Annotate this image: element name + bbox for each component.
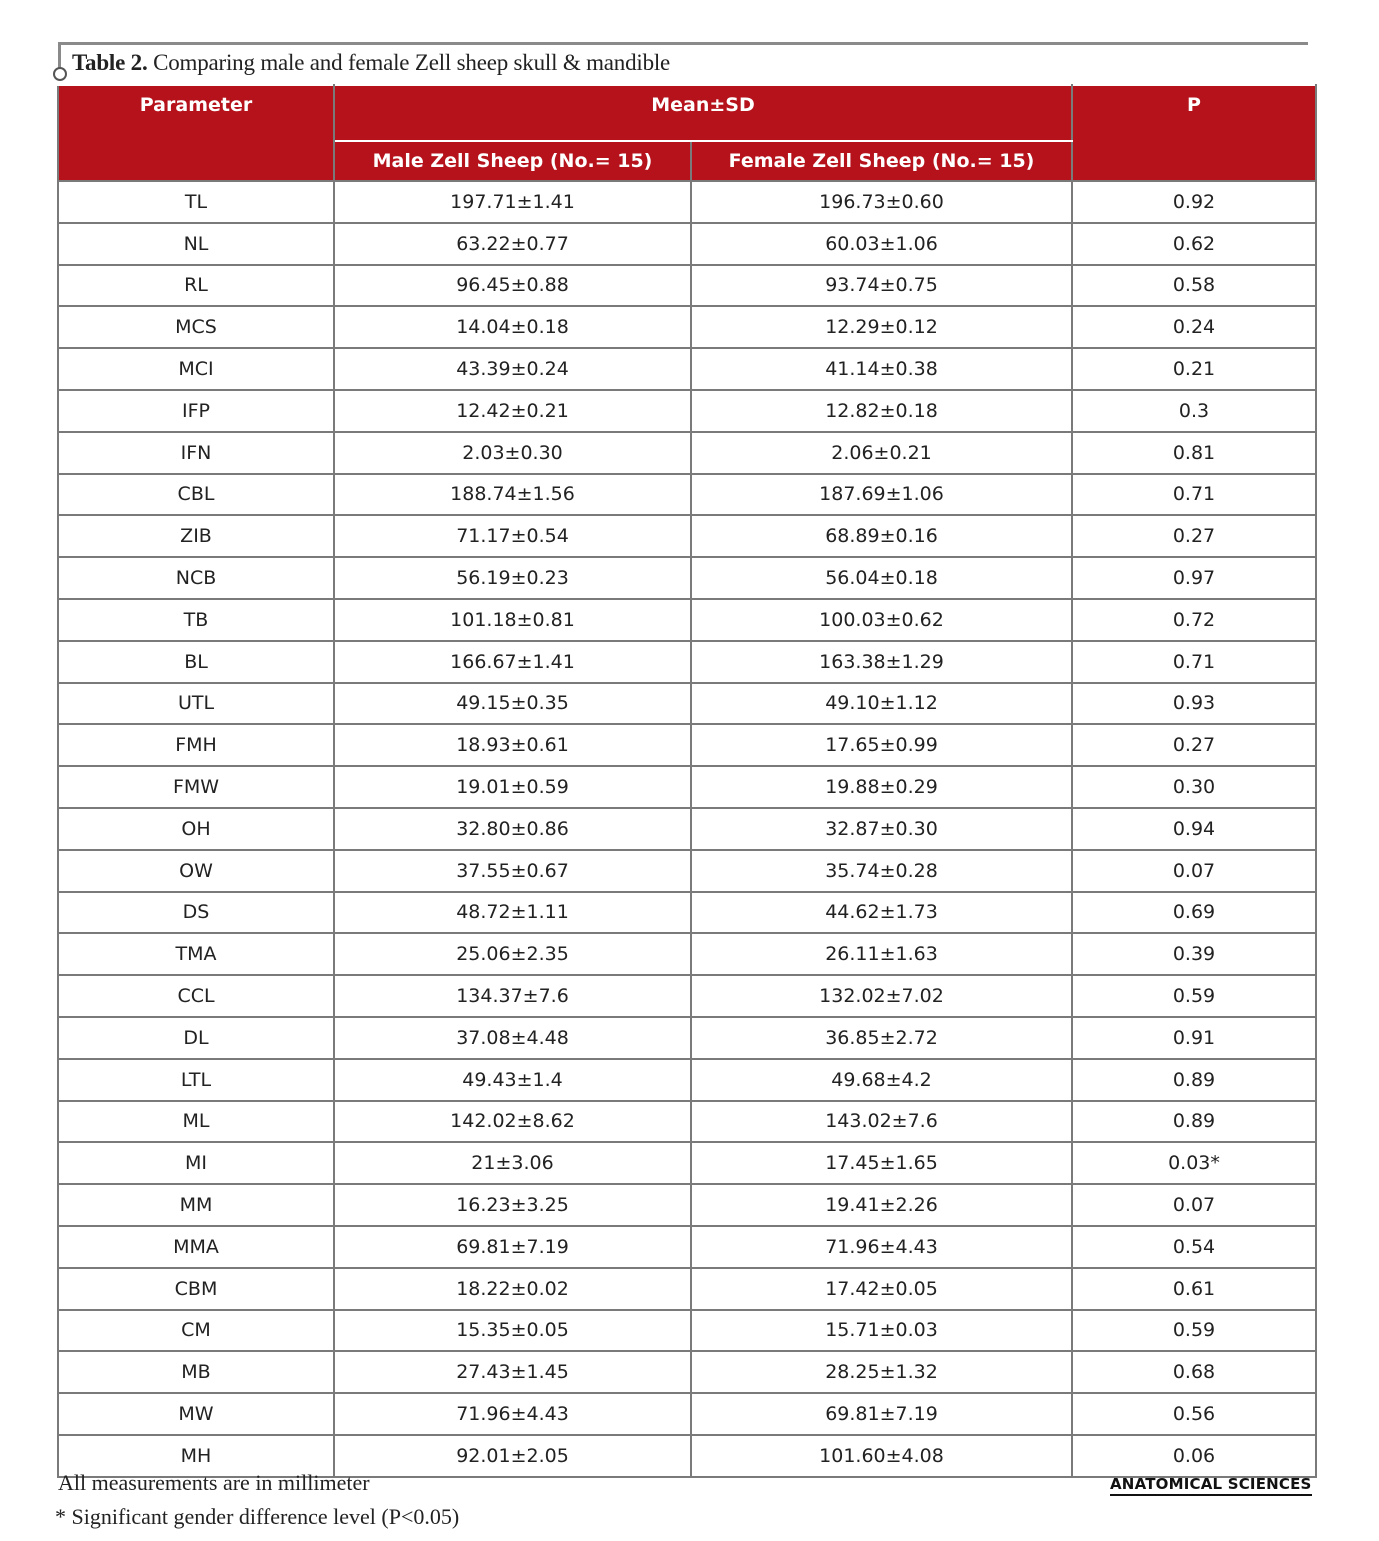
cell-female: 12.29±0.12 bbox=[691, 306, 1072, 348]
table-row bbox=[58, 975, 1316, 1017]
cell-female: 56.04±0.18 bbox=[691, 557, 1072, 599]
cell-female: 12.82±0.18 bbox=[691, 390, 1072, 432]
cell-female: 60.03±1.06 bbox=[691, 223, 1072, 265]
header-female: Female Zell Sheep (No.= 15) bbox=[691, 141, 1072, 181]
cell-female: 15.71±0.03 bbox=[691, 1310, 1072, 1352]
cell-male: 49.43±1.4 bbox=[334, 1059, 691, 1101]
cell-parameter: IFN bbox=[58, 432, 334, 474]
cell-p: 0.71 bbox=[1072, 474, 1316, 516]
table-row bbox=[58, 850, 1316, 892]
caption-text: Comparing male and female Zell sheep skull & mandible bbox=[153, 50, 671, 75]
table-row bbox=[58, 724, 1316, 766]
cell-p: 0.81 bbox=[1072, 432, 1316, 474]
cell-male: 69.81±7.19 bbox=[334, 1226, 691, 1268]
table-row bbox=[58, 306, 1316, 348]
header-parameter: Parameter bbox=[58, 85, 334, 181]
table-row bbox=[58, 599, 1316, 641]
cell-female: 163.38±1.29 bbox=[691, 641, 1072, 683]
cell-male: 197.71±1.41 bbox=[334, 181, 691, 223]
table-row bbox=[58, 348, 1316, 390]
cell-parameter: BL bbox=[58, 641, 334, 683]
cell-p: 0.27 bbox=[1072, 724, 1316, 766]
cell-male: 37.08±4.48 bbox=[334, 1017, 691, 1059]
cell-female: 132.02±7.02 bbox=[691, 975, 1072, 1017]
cell-p: 0.61 bbox=[1072, 1268, 1316, 1310]
cell-male: 27.43±1.45 bbox=[334, 1351, 691, 1393]
header-male: Male Zell Sheep (No.= 15) bbox=[334, 141, 691, 181]
table-row bbox=[58, 892, 1316, 934]
cell-parameter: DS bbox=[58, 892, 334, 934]
cell-male: 96.45±0.88 bbox=[334, 265, 691, 307]
cell-p: 0.92 bbox=[1072, 181, 1316, 223]
table-row bbox=[58, 1101, 1316, 1143]
cell-p: 0.69 bbox=[1072, 892, 1316, 934]
cell-male: 188.74±1.56 bbox=[334, 474, 691, 516]
cell-parameter: ML bbox=[58, 1101, 334, 1143]
cell-male: 166.67±1.41 bbox=[334, 641, 691, 683]
cell-female: 32.87±0.30 bbox=[691, 808, 1072, 850]
table-row bbox=[58, 1310, 1316, 1352]
cell-p: 0.68 bbox=[1072, 1351, 1316, 1393]
cell-p: 0.54 bbox=[1072, 1226, 1316, 1268]
cell-p: 0.89 bbox=[1072, 1101, 1316, 1143]
cell-female: 19.41±2.26 bbox=[691, 1184, 1072, 1226]
cell-parameter: MH bbox=[58, 1435, 334, 1477]
brand-logo: ANATOMICAL SCIENCES bbox=[1110, 1475, 1312, 1496]
cell-parameter: IFP bbox=[58, 390, 334, 432]
cell-parameter: MM bbox=[58, 1184, 334, 1226]
cell-female: 17.45±1.65 bbox=[691, 1142, 1072, 1184]
cell-female: 41.14±0.38 bbox=[691, 348, 1072, 390]
table-row bbox=[58, 1059, 1316, 1101]
cell-male: 48.72±1.11 bbox=[334, 892, 691, 934]
cell-female: 35.74±0.28 bbox=[691, 850, 1072, 892]
cell-p: 0.58 bbox=[1072, 265, 1316, 307]
cell-male: 43.39±0.24 bbox=[334, 348, 691, 390]
cell-female: 71.96±4.43 bbox=[691, 1226, 1072, 1268]
cell-p: 0.91 bbox=[1072, 1017, 1316, 1059]
cell-male: 25.06±2.35 bbox=[334, 933, 691, 975]
cell-parameter: CBL bbox=[58, 474, 334, 516]
table-body bbox=[58, 181, 1316, 1477]
cell-male: 21±3.06 bbox=[334, 1142, 691, 1184]
cell-parameter: OW bbox=[58, 850, 334, 892]
table-header bbox=[58, 85, 1316, 181]
cell-female: 187.69±1.06 bbox=[691, 474, 1072, 516]
cell-male: 92.01±2.05 bbox=[334, 1435, 691, 1477]
table-caption bbox=[72, 50, 670, 76]
cell-parameter: OH bbox=[58, 808, 334, 850]
cell-female: 19.88±0.29 bbox=[691, 766, 1072, 808]
cell-p: 0.30 bbox=[1072, 766, 1316, 808]
cell-male: 18.22±0.02 bbox=[334, 1268, 691, 1310]
cell-p: 0.39 bbox=[1072, 933, 1316, 975]
table-row bbox=[58, 683, 1316, 725]
table-row bbox=[58, 1226, 1316, 1268]
cell-parameter: MI bbox=[58, 1142, 334, 1184]
cell-p: 0.24 bbox=[1072, 306, 1316, 348]
cell-parameter: TB bbox=[58, 599, 334, 641]
cell-parameter: DL bbox=[58, 1017, 334, 1059]
cell-female: 26.11±1.63 bbox=[691, 933, 1072, 975]
cell-female: 69.81±7.19 bbox=[691, 1393, 1072, 1435]
cell-female: 101.60±4.08 bbox=[691, 1435, 1072, 1477]
cell-parameter: ZIB bbox=[58, 515, 334, 557]
table-row bbox=[58, 515, 1316, 557]
cell-p: 0.27 bbox=[1072, 515, 1316, 557]
table-row bbox=[58, 1142, 1316, 1184]
cell-parameter: MW bbox=[58, 1393, 334, 1435]
cell-p: 0.03* bbox=[1072, 1142, 1316, 1184]
table-row bbox=[58, 1393, 1316, 1435]
cell-p: 0.3 bbox=[1072, 390, 1316, 432]
cell-p: 0.94 bbox=[1072, 808, 1316, 850]
table-row bbox=[58, 1017, 1316, 1059]
cell-male: 18.93±0.61 bbox=[334, 724, 691, 766]
cell-female: 100.03±0.62 bbox=[691, 599, 1072, 641]
cell-male: 12.42±0.21 bbox=[334, 390, 691, 432]
cell-female: 143.02±7.6 bbox=[691, 1101, 1072, 1143]
cell-p: 0.07 bbox=[1072, 1184, 1316, 1226]
cell-parameter: MMA bbox=[58, 1226, 334, 1268]
cell-male: 71.17±0.54 bbox=[334, 515, 691, 557]
cell-male: 2.03±0.30 bbox=[334, 432, 691, 474]
cell-female: 49.10±1.12 bbox=[691, 683, 1072, 725]
cell-male: 32.80±0.86 bbox=[334, 808, 691, 850]
table-row bbox=[58, 181, 1316, 223]
top-rule-left bbox=[58, 42, 61, 70]
cell-p: 0.59 bbox=[1072, 1310, 1316, 1352]
cell-female: 44.62±1.73 bbox=[691, 892, 1072, 934]
cell-female: 2.06±0.21 bbox=[691, 432, 1072, 474]
cell-male: 15.35±0.05 bbox=[334, 1310, 691, 1352]
cell-parameter: RL bbox=[58, 265, 334, 307]
cell-p: 0.93 bbox=[1072, 683, 1316, 725]
table-row bbox=[58, 1184, 1316, 1226]
table-row bbox=[58, 808, 1316, 850]
cell-female: 49.68±4.2 bbox=[691, 1059, 1072, 1101]
cell-p: 0.06 bbox=[1072, 1435, 1316, 1477]
cell-parameter: NL bbox=[58, 223, 334, 265]
top-rule-dot bbox=[53, 67, 67, 81]
cell-parameter: FMW bbox=[58, 766, 334, 808]
data-table bbox=[57, 84, 1317, 1478]
cell-p: 0.72 bbox=[1072, 599, 1316, 641]
cell-female: 28.25±1.32 bbox=[691, 1351, 1072, 1393]
cell-male: 37.55±0.67 bbox=[334, 850, 691, 892]
cell-female: 68.89±0.16 bbox=[691, 515, 1072, 557]
table-row bbox=[58, 390, 1316, 432]
cell-parameter: FMH bbox=[58, 724, 334, 766]
cell-p: 0.71 bbox=[1072, 641, 1316, 683]
table-row bbox=[58, 265, 1316, 307]
cell-parameter: TMA bbox=[58, 933, 334, 975]
cell-female: 196.73±0.60 bbox=[691, 181, 1072, 223]
table-row bbox=[58, 1268, 1316, 1310]
cell-male: 16.23±3.25 bbox=[334, 1184, 691, 1226]
cell-p: 0.89 bbox=[1072, 1059, 1316, 1101]
cell-parameter: MB bbox=[58, 1351, 334, 1393]
table-row bbox=[58, 432, 1316, 474]
footnote-units: All measurements are in millimeter bbox=[58, 1470, 370, 1495]
table-row bbox=[58, 223, 1316, 265]
cell-parameter: CCL bbox=[58, 975, 334, 1017]
table-row bbox=[58, 474, 1316, 516]
cell-male: 63.22±0.77 bbox=[334, 223, 691, 265]
cell-parameter: UTL bbox=[58, 683, 334, 725]
cell-p: 0.59 bbox=[1072, 975, 1316, 1017]
table-row bbox=[58, 557, 1316, 599]
table-row bbox=[58, 933, 1316, 975]
top-rule bbox=[58, 42, 1308, 45]
cell-female: 17.42±0.05 bbox=[691, 1268, 1072, 1310]
cell-p: 0.56 bbox=[1072, 1393, 1316, 1435]
cell-p: 0.97 bbox=[1072, 557, 1316, 599]
cell-female: 17.65±0.99 bbox=[691, 724, 1072, 766]
header-p: P bbox=[1072, 85, 1316, 181]
cell-p: 0.62 bbox=[1072, 223, 1316, 265]
cell-male: 19.01±0.59 bbox=[334, 766, 691, 808]
cell-parameter: TL bbox=[58, 181, 334, 223]
cell-parameter: NCB bbox=[58, 557, 334, 599]
cell-female: 36.85±2.72 bbox=[691, 1017, 1072, 1059]
cell-male: 142.02±8.62 bbox=[334, 1101, 691, 1143]
cell-p: 0.07 bbox=[1072, 850, 1316, 892]
cell-male: 14.04±0.18 bbox=[334, 306, 691, 348]
cell-parameter: MCI bbox=[58, 348, 334, 390]
cell-parameter: LTL bbox=[58, 1059, 334, 1101]
table-row bbox=[58, 766, 1316, 808]
header-mean-sd: Mean±SD bbox=[334, 85, 1072, 141]
cell-p: 0.21 bbox=[1072, 348, 1316, 390]
cell-female: 93.74±0.75 bbox=[691, 265, 1072, 307]
cell-male: 101.18±0.81 bbox=[334, 599, 691, 641]
cell-male: 71.96±4.43 bbox=[334, 1393, 691, 1435]
table-row bbox=[58, 1351, 1316, 1393]
cell-male: 56.19±0.23 bbox=[334, 557, 691, 599]
cell-parameter: CM bbox=[58, 1310, 334, 1352]
cell-male: 134.37±7.6 bbox=[334, 975, 691, 1017]
cell-parameter: MCS bbox=[58, 306, 334, 348]
table-row bbox=[58, 641, 1316, 683]
cell-parameter: CBM bbox=[58, 1268, 334, 1310]
footnote-significance: * Significant gender difference level (P<0.05) bbox=[55, 1504, 460, 1529]
cell-male: 49.15±0.35 bbox=[334, 683, 691, 725]
caption-label: Table 2. bbox=[72, 50, 148, 75]
